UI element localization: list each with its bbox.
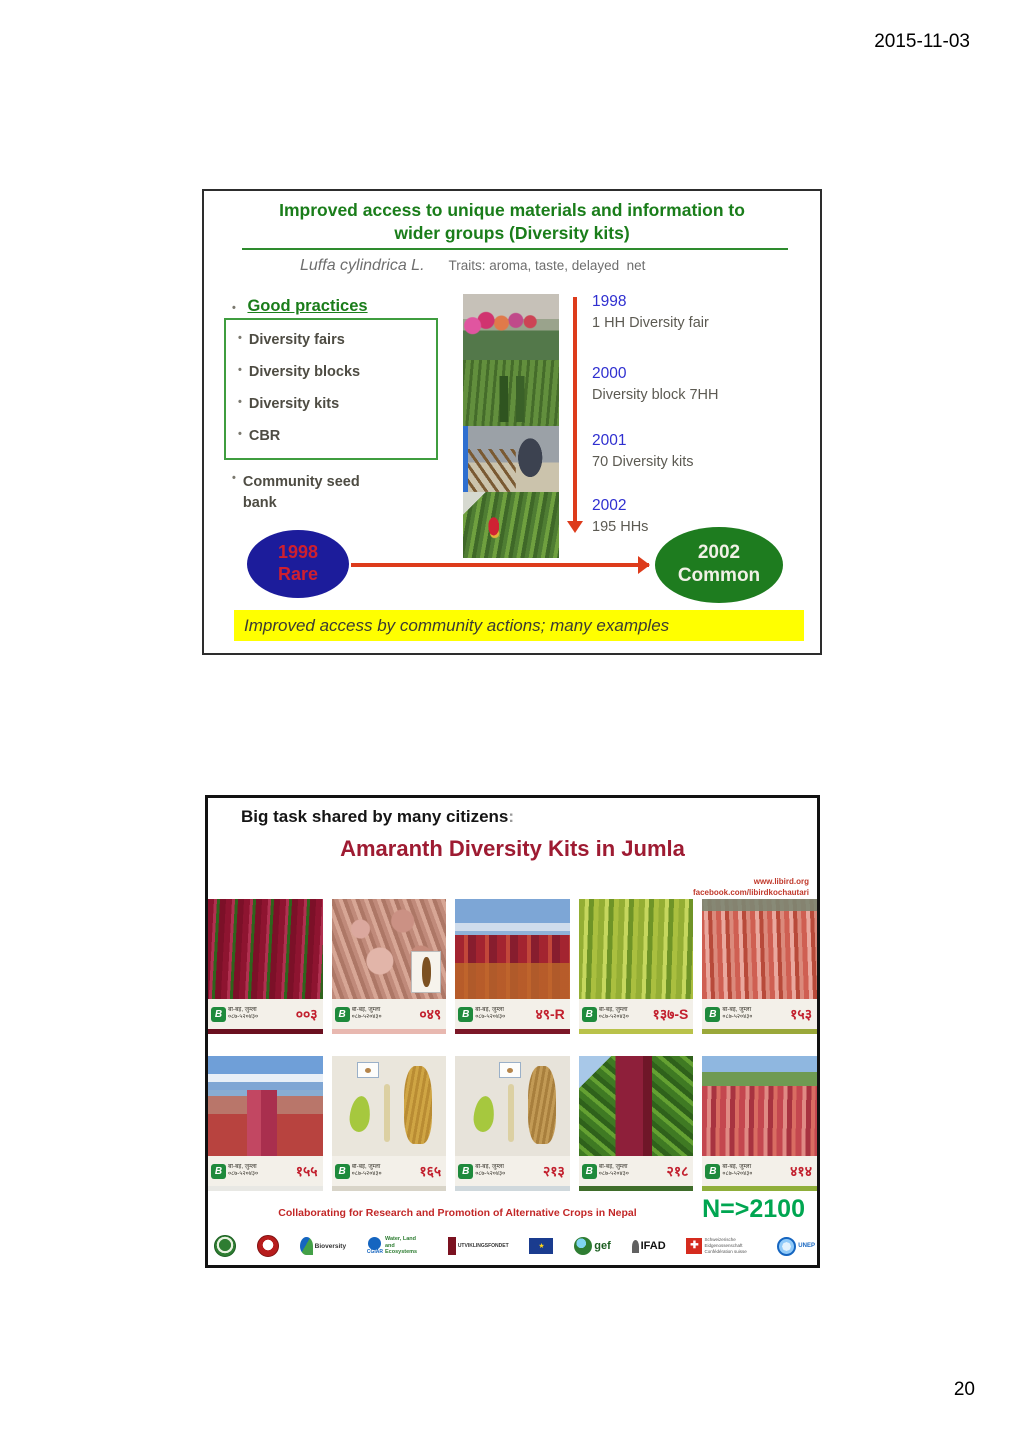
- facebook-text: facebook.com/libirdkochautari: [692, 888, 809, 898]
- seed-head-shape: [404, 1066, 432, 1144]
- practice-item: [238, 396, 436, 428]
- kit-card: [332, 1056, 447, 1191]
- rare-1998-ellipse: [247, 530, 349, 598]
- gef-label: gef: [594, 1240, 611, 1252]
- kit-label: [579, 999, 694, 1029]
- slide-2: [205, 795, 820, 1268]
- species-row: [300, 257, 645, 275]
- practice-item: [238, 332, 436, 364]
- amaranth-valley-photo: [702, 1056, 817, 1156]
- stem-shape: [508, 1084, 514, 1142]
- kit-card: [579, 1056, 694, 1191]
- bullet-icon: •: [238, 396, 242, 408]
- practices-box: [224, 318, 438, 460]
- page-number: 20: [953, 1379, 975, 1400]
- slide-1: [202, 189, 822, 655]
- traits-text: Traits: aroma, taste, delayed net: [448, 258, 646, 273]
- timeline-entry: [592, 432, 817, 470]
- bioversity-label: Bioversity: [314, 1242, 347, 1250]
- timeline-year: 2002: [592, 497, 627, 514]
- bullet-icon: •: [232, 472, 236, 484]
- un-logo: [777, 1237, 815, 1256]
- photo-strip: [455, 1186, 570, 1191]
- kit-code-text: ०८७-५२०४३०: [475, 1171, 506, 1177]
- kit-label: [332, 999, 447, 1029]
- kit-label-text: [352, 1007, 382, 1022]
- libird-links: [693, 876, 809, 898]
- kit-code-text: ०८७-५२०४३०: [598, 1014, 629, 1020]
- community-seed-line2: bank: [242, 495, 277, 511]
- seed-sample-card: [499, 1062, 521, 1078]
- seed-head-inset: [411, 951, 441, 993]
- person-icon: [632, 1240, 639, 1253]
- diversity-fair-photo: [463, 294, 559, 360]
- practice-label: Diversity fairs: [248, 332, 345, 348]
- website-text: www.libird.org: [753, 877, 809, 886]
- kit-number: २१८: [666, 1162, 689, 1179]
- kit-org-text: बी-बई, जुम्ला: [351, 1163, 381, 1170]
- swiss-confederation-logo: [686, 1237, 756, 1255]
- eu-logo: [529, 1238, 553, 1254]
- kit-org-text: बी-बई, जुम्ला: [598, 1006, 628, 1013]
- plant-icon: [300, 1237, 313, 1255]
- kit-number: ४१४: [790, 1162, 812, 1179]
- kit-label: [702, 999, 817, 1029]
- kit-label: [208, 1156, 323, 1186]
- practice-item: [238, 428, 436, 460]
- kit-number: १५५: [295, 1162, 318, 1179]
- amaranth-green-photo: [579, 899, 694, 999]
- kit-label-text: [475, 1007, 505, 1022]
- libird-logo-icon: B: [458, 1164, 473, 1179]
- seed-collection-photo: [463, 426, 559, 492]
- common-label: Common: [677, 565, 761, 586]
- libird-logo-icon: B: [335, 1164, 350, 1179]
- photo-strip: [332, 1029, 447, 1034]
- farmer-garden-photo: [463, 492, 559, 558]
- herbarium-specimen-photo: [332, 1056, 447, 1156]
- kit-org-text: बी-बई, जुम्ला: [598, 1163, 628, 1170]
- utviklingsfondet-logo: [448, 1237, 509, 1255]
- timeline-year: 1998: [592, 293, 627, 310]
- kit-card: [579, 899, 694, 1034]
- timeline-event: Diversity block 7HH: [592, 387, 719, 403]
- slide1-title-line1: Improved access to unique materials and information to: [279, 200, 745, 220]
- eu-flag-icon: ★: [529, 1238, 553, 1254]
- kit-photo-grid: [208, 899, 817, 1191]
- kit-card: [455, 899, 570, 1034]
- kit-label: [208, 999, 323, 1029]
- bullet-icon: •: [232, 302, 236, 314]
- kit-label: [455, 999, 570, 1029]
- partner-logos: [214, 1228, 815, 1264]
- globe-icon: [574, 1237, 592, 1255]
- kit-number: १६५: [419, 1162, 442, 1179]
- timeline-event: 195 HHs: [592, 519, 649, 535]
- practice-label: CBR: [248, 428, 281, 444]
- kit-org-text: बी-बई, जुम्ला: [722, 1163, 752, 1170]
- practice-item: [238, 364, 436, 396]
- photo-strip: [208, 1186, 323, 1191]
- common-year: 2002: [697, 542, 741, 564]
- kit-label-text: [599, 1164, 629, 1179]
- photo-column: [463, 294, 559, 558]
- kit-label-text: [722, 1007, 752, 1022]
- kit-number: १५३: [790, 1005, 812, 1022]
- slide1-title-line2: wider groups (Diversity kits): [394, 222, 630, 243]
- photo-strip: [332, 1186, 447, 1191]
- community-seed-bank-item: [232, 472, 360, 514]
- luffa-gourds-photo: [463, 360, 559, 426]
- kit-card: [702, 1056, 817, 1191]
- timeline-event: 70 Diversity kits: [592, 454, 694, 470]
- kit-org-text: बी-बई, जुम्ला: [475, 1006, 504, 1013]
- community-seed-line1: Community seed: [242, 474, 360, 490]
- slide2-heading: [241, 807, 514, 827]
- rare-label: Rare: [277, 564, 319, 584]
- kit-label-text: [599, 1007, 629, 1022]
- kit-code-text: ०८७-५२०४३०: [351, 1171, 382, 1177]
- bullet-icon: •: [238, 332, 242, 344]
- kit-code-text: ०८७-५२०४३०: [722, 1014, 753, 1020]
- slide1-title: [204, 199, 820, 245]
- kit-label: [579, 1156, 694, 1186]
- kit-org-text: बी-बई, जुम्ला: [722, 1006, 752, 1013]
- amaranth-pink-photo: [332, 899, 447, 999]
- photo-strip: [702, 1186, 817, 1191]
- kit-label-text: [228, 1007, 258, 1022]
- amaranth-feathery-photo: [702, 899, 817, 999]
- un-label: UNEP: [798, 1243, 815, 1249]
- cgiar-icon: [368, 1237, 381, 1250]
- kit-card: [208, 899, 323, 1034]
- kit-label-text: [722, 1164, 752, 1179]
- kit-org-text: बी-बई, जुम्ला: [475, 1163, 504, 1170]
- timeline-arrow-down: [573, 297, 577, 529]
- collaboration-note: Collaborating for Research and Promotion of Alternative Crops in Nepal: [278, 1207, 637, 1219]
- kit-card: [332, 899, 447, 1034]
- kit-org-text: बी-बई, जुम्ला: [228, 1006, 257, 1013]
- photo-strip: [702, 1029, 817, 1034]
- gef-logo: [574, 1237, 611, 1255]
- heading-colon: :: [508, 807, 515, 826]
- bioversity-logo: [300, 1237, 346, 1255]
- kit-number: ००३: [295, 1005, 318, 1022]
- good-practices-heading: [232, 297, 368, 316]
- tree-emblem-icon: [214, 1235, 236, 1257]
- kit-org-text: बी-बई, जुम्ला: [228, 1163, 257, 1170]
- species-name: Luffa cylindrica L.: [300, 257, 425, 274]
- kit-code-text: ०८७-५२०४३०: [475, 1014, 506, 1020]
- amaranth-field-photo: [208, 899, 323, 999]
- libird-logo-icon: B: [211, 1164, 226, 1179]
- sample-count: N=>2100: [702, 1195, 805, 1223]
- kit-label-text: [475, 1164, 505, 1179]
- amaranth-tassel-photo: [579, 1056, 694, 1156]
- kit-org-text: बी-बई, जुम्ला: [351, 1006, 381, 1013]
- swiss-cross-icon: ✚: [686, 1238, 702, 1254]
- swiss-label: Schweizerische Eidgenossenschaft Confédération suisse: [704, 1237, 747, 1254]
- seed-head-shape: [422, 957, 431, 987]
- bullet-icon: •: [238, 428, 242, 440]
- seed-head-shape: [528, 1066, 556, 1144]
- slide2-title: Amaranth Diversity Kits in Jumla: [340, 836, 685, 861]
- kit-code-text: ०८७-५२०४३०: [228, 1171, 259, 1177]
- timeline-event: 1 HH Diversity fair: [592, 315, 709, 331]
- leaf-shape: [348, 1095, 372, 1133]
- photo-strip: [579, 1186, 694, 1191]
- kit-label-text: [352, 1164, 382, 1179]
- timeline-year: 2001: [592, 432, 627, 449]
- kit-label: [332, 1156, 447, 1186]
- seed-sample-card: [357, 1062, 379, 1078]
- libird-logo-icon: B: [458, 1007, 473, 1022]
- amaranth-sky-photo: [455, 899, 570, 999]
- stem-shape: [384, 1084, 390, 1142]
- utviklingsfondet-icon: [448, 1237, 456, 1255]
- rare-to-common-arrow: [351, 563, 649, 567]
- nepal-government-logo: [257, 1235, 279, 1257]
- kit-label: [455, 1156, 570, 1186]
- kit-number: ४९-R: [535, 1005, 565, 1022]
- cgiar-wle-logo: [367, 1236, 427, 1256]
- photo-strip: [455, 1029, 570, 1034]
- kit-code-text: ०८७-५२०४३०: [351, 1014, 382, 1020]
- kit-card: [455, 1056, 570, 1191]
- kit-number: २१३: [542, 1162, 565, 1179]
- good-practices-label: Good practices: [247, 297, 368, 315]
- practice-label: Diversity blocks: [248, 364, 361, 380]
- libird-logo-icon: B: [582, 1007, 597, 1022]
- libird-logo-icon: B: [705, 1164, 720, 1179]
- libird-logo-icon: B: [335, 1007, 350, 1022]
- libird-logo-icon: B: [211, 1007, 226, 1022]
- herbarium-specimen-photo: [455, 1056, 570, 1156]
- timeline-entry: [592, 293, 817, 331]
- libird-logo-icon: B: [705, 1007, 720, 1022]
- practice-label: Diversity kits: [248, 396, 340, 412]
- ifad-logo: [632, 1240, 666, 1253]
- kit-card: [208, 1056, 323, 1191]
- kit-number: ०४९: [419, 1005, 442, 1022]
- slide2-heading-text: Big task shared by many citizens: [241, 807, 509, 826]
- rare-year: 1998: [277, 542, 319, 563]
- timeline-entry: [592, 365, 817, 403]
- page-date: 2015-11-03: [874, 31, 970, 52]
- kit-card: [702, 899, 817, 1034]
- photo-strip: [579, 1029, 694, 1034]
- cgiar-mark: [367, 1237, 383, 1256]
- kit-code-text: ०८७-५२०४३०: [598, 1171, 629, 1177]
- kit-label: [702, 1156, 817, 1186]
- bullet-icon: •: [238, 364, 242, 376]
- leaf-shape: [472, 1095, 496, 1133]
- kit-label-text: [228, 1164, 258, 1179]
- photo-strip: [208, 1029, 323, 1034]
- ifad-label: IFAD: [640, 1240, 666, 1252]
- wle-label: Water, Land and Ecosystems: [385, 1236, 418, 1256]
- timeline-year: 2000: [592, 365, 627, 382]
- kit-code-text: ०८७-५२०४३०: [722, 1171, 753, 1177]
- un-emblem-icon: [777, 1237, 796, 1256]
- common-2002-ellipse: [655, 527, 783, 603]
- utviklingsfondet-label: UTVIKLINGSFONDET: [457, 1243, 509, 1249]
- community-seed-bank-label: [243, 472, 360, 514]
- nepal-agriculture-logo: [214, 1235, 236, 1257]
- cgiar-label: CGIAR: [366, 1248, 383, 1255]
- nepal-emblem-icon: [257, 1235, 279, 1257]
- kit-number: १३७-S: [652, 1005, 689, 1022]
- title-underline: [242, 248, 788, 250]
- libird-logo-icon: B: [582, 1164, 597, 1179]
- kit-code-text: ०८७-५२०४३०: [228, 1014, 259, 1020]
- amaranth-plume-photo: [208, 1056, 323, 1156]
- highlight-banner: Improved access by community actions; many examples: [234, 610, 804, 641]
